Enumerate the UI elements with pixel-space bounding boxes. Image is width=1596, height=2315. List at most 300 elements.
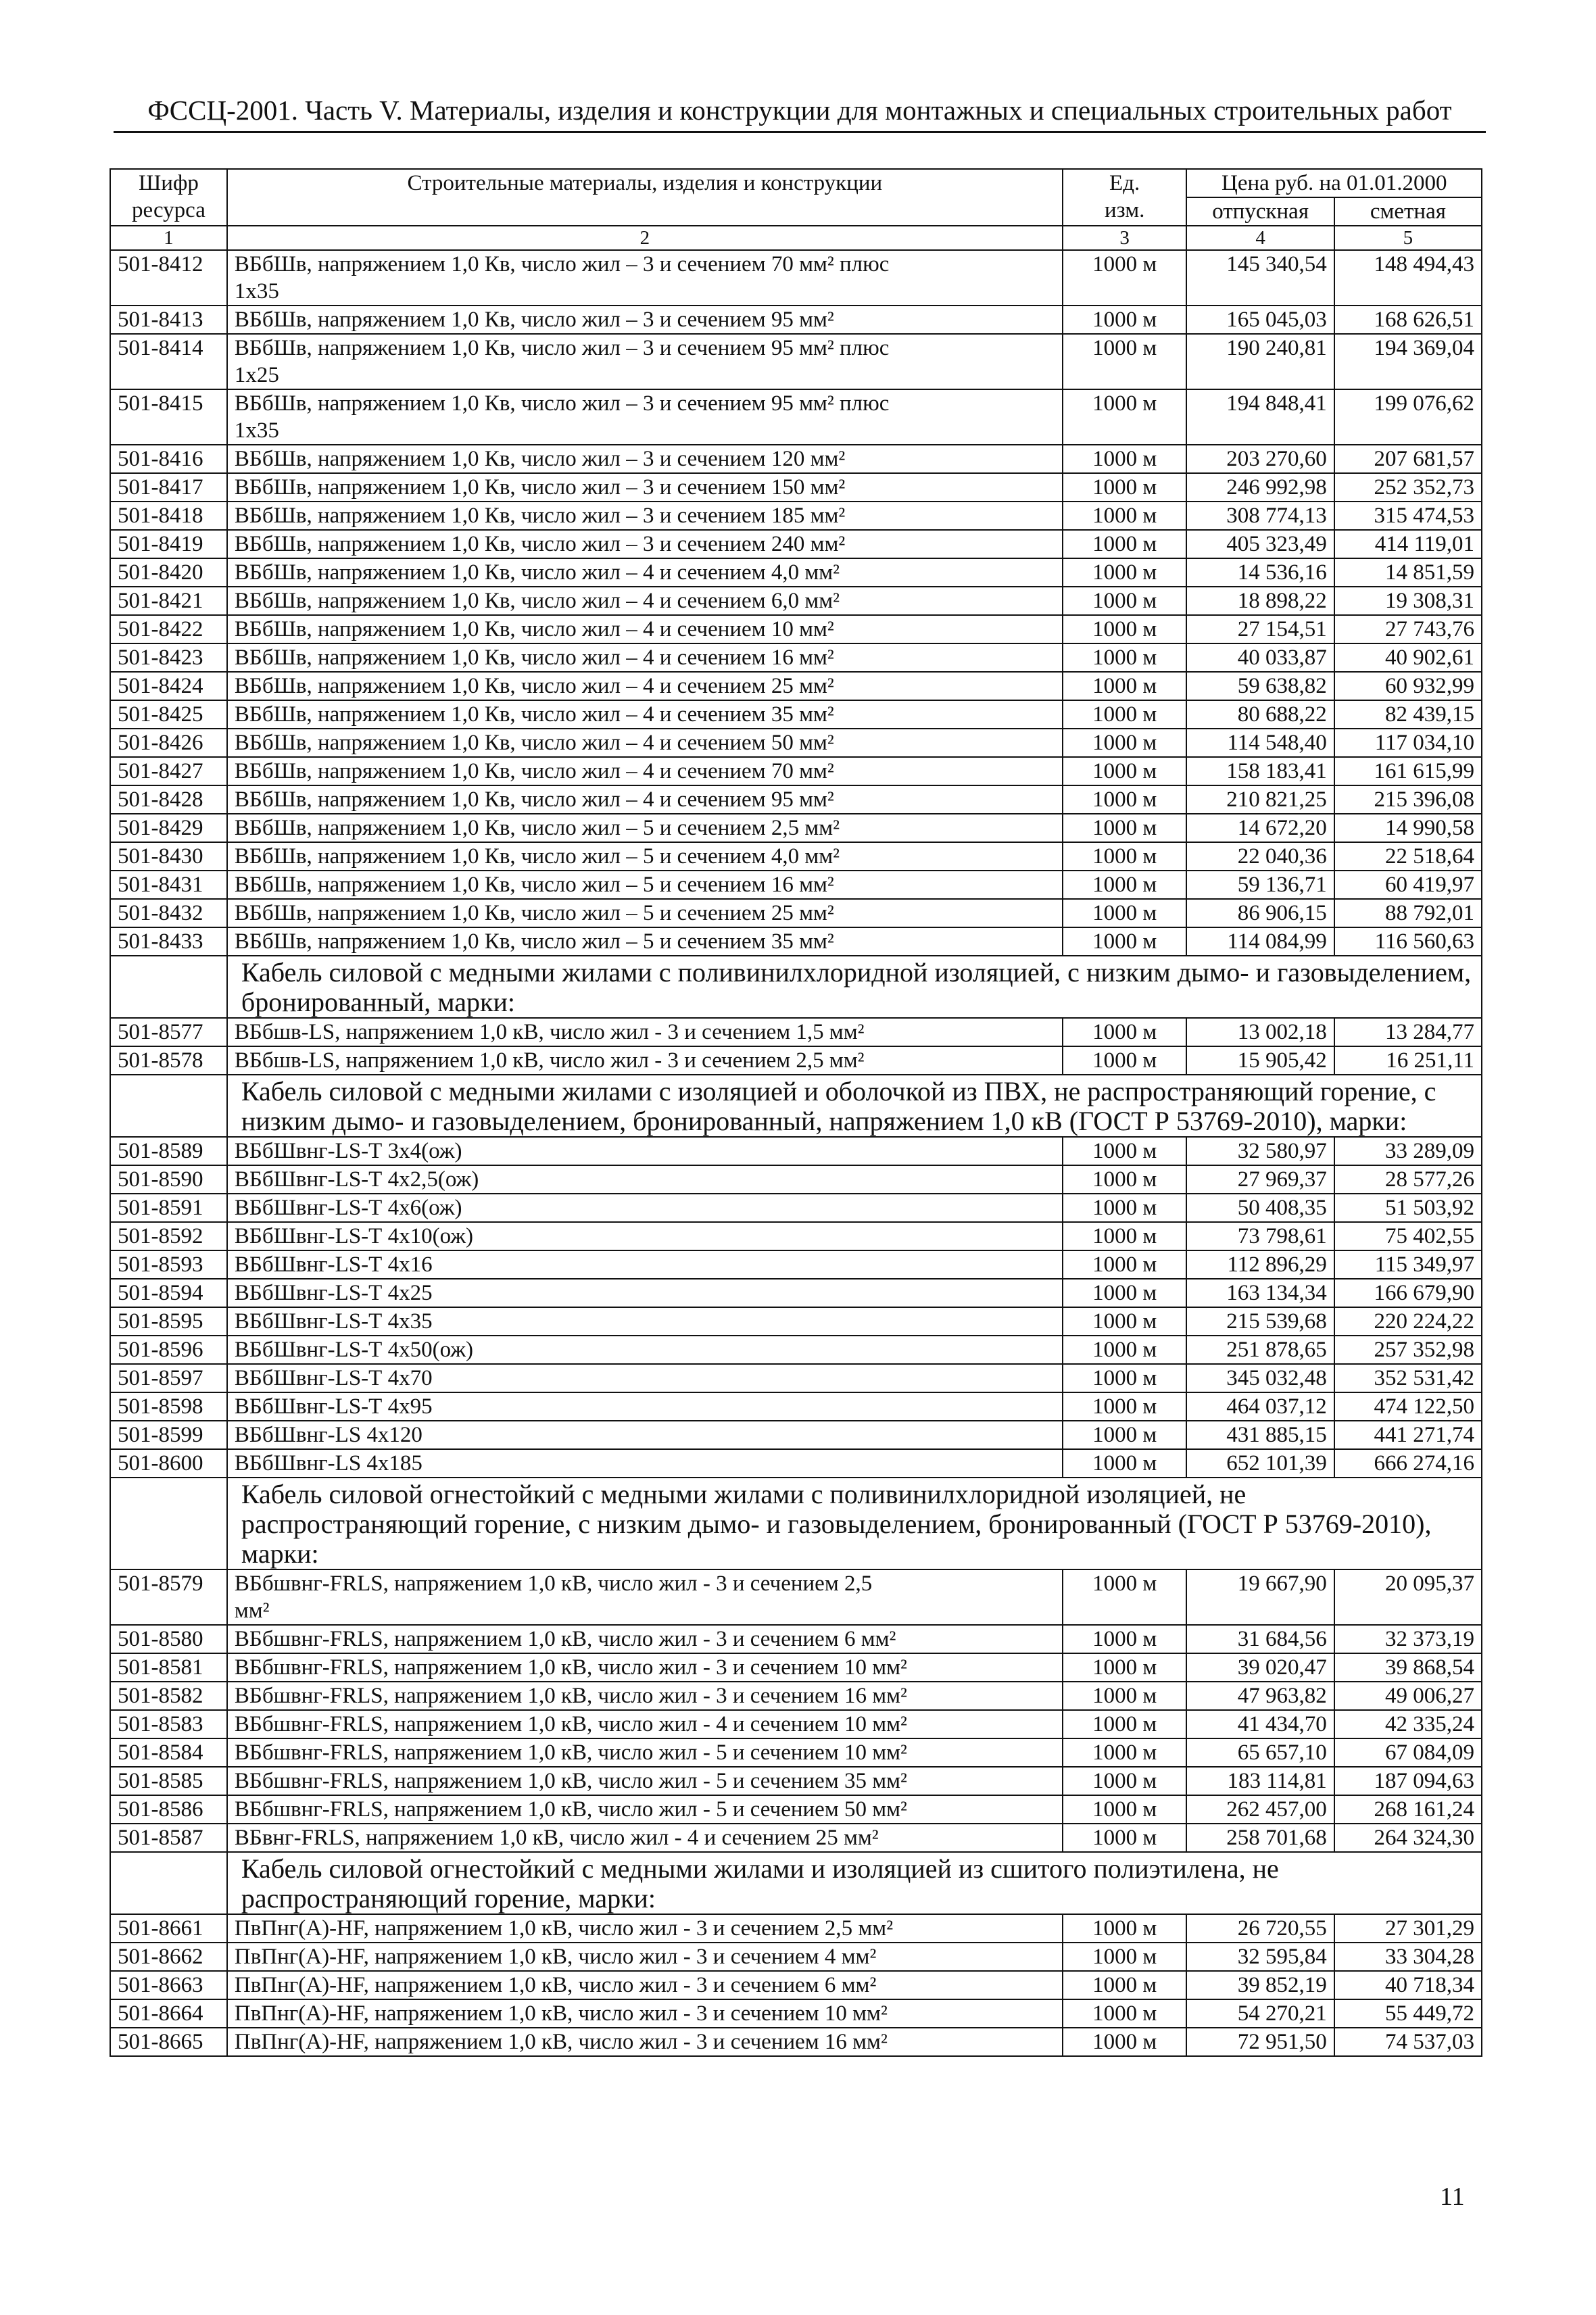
release-price: 308 774,13 [1186, 502, 1334, 530]
unit-of-measure: 1000 м [1063, 306, 1187, 334]
unit-of-measure: 1000 м [1063, 1046, 1187, 1075]
unit-of-measure: 1000 м [1063, 250, 1187, 306]
material-name [227, 1449, 1063, 1478]
column-number: 4 [1186, 226, 1334, 250]
material-name [227, 643, 1063, 672]
material-name-text: ВБбШв, напряжением 1,0 Кв, число жил – 3 и сечением 95 мм² плюс [234, 391, 890, 416]
estimate-price: 315 474,53 [1334, 502, 1482, 530]
resource-code: 501-8587 [110, 1824, 227, 1852]
estimate-price: 33 304,28 [1334, 1943, 1482, 1971]
unit-of-measure: 1000 м [1063, 1250, 1187, 1279]
estimate-price: 55 449,72 [1334, 1999, 1482, 2028]
resource-code: 501-8577 [110, 1018, 227, 1046]
material-name-text: ВБбШв, напряжением 1,0 Кв, число жил – 5 и сечением 2,5 мм² [234, 816, 840, 840]
resource-code: 501-8600 [110, 1449, 227, 1478]
section-row [110, 1075, 1482, 1137]
resource-code: 501-8414 [110, 334, 227, 389]
estimate-price: 215 396,08 [1334, 785, 1482, 814]
table-row [110, 1795, 1482, 1824]
section-code-cell [110, 1478, 227, 1569]
material-name-text: ВБбШв, напряжением 1,0 Кв, число жил – 4 и сечением 16 мм² [234, 645, 834, 670]
unit-of-measure: 1000 м [1063, 473, 1187, 502]
material-name-text: ВБбШв, напряжением 1,0 Кв, число жил – 4 и сечением 50 мм² [234, 731, 834, 755]
table-row [110, 1194, 1482, 1222]
table-row [110, 306, 1482, 334]
estimate-price: 352 531,42 [1334, 1364, 1482, 1392]
material-name [227, 785, 1063, 814]
page-header: ФССЦ-2001. Часть V. Материалы, изделия и конструкции для монтажных и специальных строительных работ [114, 93, 1486, 133]
unit-of-measure: 1000 м [1063, 1943, 1187, 1971]
material-name [227, 1336, 1063, 1364]
table-row [110, 2028, 1482, 2056]
release-price: 50 408,35 [1186, 1194, 1334, 1222]
unit-of-measure: 1000 м [1063, 1336, 1187, 1364]
table-row [110, 672, 1482, 700]
column-header-unit [1063, 169, 1187, 226]
table-row [110, 1914, 1482, 1943]
estimate-price: 414 119,01 [1334, 530, 1482, 558]
table-row [110, 1222, 1482, 1250]
estimate-price: 33 289,09 [1334, 1137, 1482, 1165]
unit-of-measure: 1000 м [1063, 1999, 1187, 2028]
material-name-text: ВБбШв, напряжением 1,0 Кв, число жил – 5 и сечением 4,0 мм² [234, 844, 840, 869]
material-name-text: ВБбшвнг-FRLS, напряжением 1,0 кВ, число жил - 3 и сечением 6 мм² [234, 1627, 896, 1651]
release-price: 59 136,71 [1186, 871, 1334, 899]
table-row [110, 1046, 1482, 1075]
release-price: 194 848,41 [1186, 389, 1334, 445]
estimate-price: 27 301,29 [1334, 1914, 1482, 1943]
release-price: 59 638,82 [1186, 672, 1334, 700]
unit-of-measure: 1000 м [1063, 334, 1187, 389]
material-name-text: ВБбШв, напряжением 1,0 Кв, число жил – 4 и сечением 35 мм² [234, 702, 834, 727]
material-name-text: ВБбШвнг-LS-Т 4х50(ож) [234, 1338, 474, 1362]
release-price: 158 183,41 [1186, 757, 1334, 785]
release-price: 464 037,12 [1186, 1392, 1334, 1421]
price-table-body [110, 250, 1482, 2056]
table-row [110, 1421, 1482, 1449]
table-row [110, 785, 1482, 814]
release-price: 190 240,81 [1186, 334, 1334, 389]
estimate-price: 88 792,01 [1334, 899, 1482, 927]
resource-code: 501-8426 [110, 729, 227, 757]
material-name-text: ВБбШв, напряжением 1,0 Кв, число жил – 3 и сечением 150 мм² [234, 475, 846, 499]
unit-of-measure: 1000 м [1063, 1971, 1187, 1999]
table-row [110, 729, 1482, 757]
material-name-text: ВБбШв, напряжением 1,0 Кв, число жил – 3 и сечением 185 мм² [234, 504, 846, 528]
material-name [227, 1710, 1063, 1738]
material-name [227, 1824, 1063, 1852]
unit-of-measure: 1000 м [1063, 1653, 1187, 1682]
resource-code: 501-8419 [110, 530, 227, 558]
material-name [227, 927, 1063, 956]
column-header-name: Строительные материалы, изделия и конструкции [227, 169, 1063, 226]
release-price: 65 657,10 [1186, 1738, 1334, 1767]
material-name [227, 1738, 1063, 1767]
release-price: 15 905,42 [1186, 1046, 1334, 1075]
resource-code: 501-8429 [110, 814, 227, 842]
resource-code: 501-8418 [110, 502, 227, 530]
resource-code: 501-8423 [110, 643, 227, 672]
material-name [227, 587, 1063, 615]
resource-code: 501-8591 [110, 1194, 227, 1222]
release-price: 27 154,51 [1186, 615, 1334, 643]
table-row [110, 1653, 1482, 1682]
material-name [227, 1682, 1063, 1710]
material-name [227, 530, 1063, 558]
material-name [227, 1943, 1063, 1971]
material-name [227, 1137, 1063, 1165]
material-name-text: ПвПнг(А)-HF, напряжением 1,0 кВ, число жил - 3 и сечением 10 мм² [234, 2001, 888, 2026]
table-row [110, 1767, 1482, 1795]
resource-code: 501-8586 [110, 1795, 227, 1824]
table-row [110, 814, 1482, 842]
estimate-price: 199 076,62 [1334, 389, 1482, 445]
unit-of-measure: 1000 м [1063, 530, 1187, 558]
table-row [110, 1738, 1482, 1767]
estimate-price: 257 352,98 [1334, 1336, 1482, 1364]
material-name-text: ВБбШвнг-LS-Т 4х6(ож) [234, 1196, 462, 1220]
material-name [227, 2028, 1063, 2056]
release-price: 86 906,15 [1186, 899, 1334, 927]
resource-code: 501-8664 [110, 1999, 227, 2028]
estimate-price: 16 251,11 [1334, 1046, 1482, 1075]
release-price: 203 270,60 [1186, 445, 1334, 473]
material-name [227, 1018, 1063, 1046]
material-name [227, 615, 1063, 643]
table-row [110, 1710, 1482, 1738]
release-price: 73 798,61 [1186, 1222, 1334, 1250]
estimate-price: 40 718,34 [1334, 1971, 1482, 1999]
table-row [110, 927, 1482, 956]
resource-code: 501-8597 [110, 1364, 227, 1392]
release-price: 345 032,48 [1186, 1364, 1334, 1392]
material-name-text: ВБбшвнг-FRLS, напряжением 1,0 кВ, число жил - 3 и сечением 10 мм² [234, 1655, 907, 1680]
material-name [227, 1653, 1063, 1682]
estimate-price: 666 274,16 [1334, 1449, 1482, 1478]
unit-of-measure: 1000 м [1063, 785, 1187, 814]
resource-code: 501-8433 [110, 927, 227, 956]
resource-code: 501-8428 [110, 785, 227, 814]
material-name [227, 757, 1063, 785]
release-price: 32 580,97 [1186, 1137, 1334, 1165]
material-name-text: ВБбшвнг-FRLS, напряжением 1,0 кВ, число жил - 5 и сечением 35 мм² [234, 1769, 907, 1793]
material-name-text: ВБбШв, напряжением 1,0 Кв, число жил – 4 и сечением 6,0 мм² [234, 589, 840, 613]
unit-of-measure: 1000 м [1063, 587, 1187, 615]
material-name [227, 558, 1063, 587]
unit-of-measure: 1000 м [1063, 871, 1187, 899]
table-row [110, 1250, 1482, 1279]
estimate-price: 28 577,26 [1334, 1165, 1482, 1194]
table-row [110, 842, 1482, 871]
release-price: 18 898,22 [1186, 587, 1334, 615]
estimate-price: 13 284,77 [1334, 1018, 1482, 1046]
release-price: 114 548,40 [1186, 729, 1334, 757]
material-name-text: ВБбШвнг-LS-Т 4х16 [234, 1252, 433, 1277]
resource-code: 501-8583 [110, 1710, 227, 1738]
resource-code: 501-8581 [110, 1653, 227, 1682]
material-name [227, 842, 1063, 871]
page-number: 11 [1440, 2183, 1465, 2211]
section-title: Кабель силовой с медными жилами с поливинилхлоридной изоляцией, с низким дымо- и газовыделением, бронированный, марки: [227, 956, 1482, 1018]
unit-of-measure: 1000 м [1063, 1767, 1187, 1795]
material-name [227, 1222, 1063, 1250]
table-row [110, 558, 1482, 587]
column-number: 3 [1063, 226, 1187, 250]
table-row [110, 250, 1482, 306]
estimate-price: 82 439,15 [1334, 700, 1482, 729]
section-code-cell [110, 956, 227, 1018]
unit-of-measure: 1000 м [1063, 1392, 1187, 1421]
column-header-release-price: отпускная [1186, 197, 1334, 226]
resource-code: 501-8421 [110, 587, 227, 615]
resource-code: 501-8661 [110, 1914, 227, 1943]
material-name [227, 445, 1063, 473]
estimate-price: 168 626,51 [1334, 306, 1482, 334]
material-name [227, 871, 1063, 899]
section-title: Кабель силовой огнестойкий с медными жилами с поливинилхлоридной изоляцией, не распространяющий горение, с низким дымо- и газовыделением, бронированный (ГОСТ Р 53769-2010), марки: [227, 1478, 1482, 1569]
release-price: 258 701,68 [1186, 1824, 1334, 1852]
unit-of-measure: 1000 м [1063, 814, 1187, 842]
column-number: 2 [227, 226, 1063, 250]
resource-code: 501-8585 [110, 1767, 227, 1795]
resource-code: 501-8422 [110, 615, 227, 643]
unit-of-measure: 1000 м [1063, 842, 1187, 871]
release-price: 40 033,87 [1186, 643, 1334, 672]
table-row [110, 1625, 1482, 1653]
material-name-text: ВБбШвнг-LS-Т 4х95 [234, 1394, 433, 1419]
material-name [227, 1999, 1063, 2028]
material-name [227, 814, 1063, 842]
unit-of-measure: 1000 м [1063, 615, 1187, 643]
release-price: 246 992,98 [1186, 473, 1334, 502]
material-name-text: ВБбШв, напряжением 1,0 Кв, число жил – 3 и сечением 120 мм² [234, 447, 846, 471]
table-row [110, 871, 1482, 899]
section-title: Кабель силовой огнестойкий с медными жилами и изоляцией из сшитого полиэтилена, не распространяющий горение, марки: [227, 1852, 1482, 1914]
estimate-price: 187 094,63 [1334, 1767, 1482, 1795]
release-price: 183 114,81 [1186, 1767, 1334, 1795]
table-row [110, 530, 1482, 558]
estimate-price: 116 560,63 [1334, 927, 1482, 956]
material-name-text: ВБбшвнг-FRLS, напряжением 1,0 кВ, число жил - 3 и сечением 16 мм² [234, 1684, 907, 1708]
release-price: 405 323,49 [1186, 530, 1334, 558]
unit-of-measure: 1000 м [1063, 729, 1187, 757]
release-price: 14 536,16 [1186, 558, 1334, 587]
estimate-price: 14 990,58 [1334, 814, 1482, 842]
section-title: Кабель силовой с медными жилами с изоляцией и оболочкой из ПВХ, не распространяющий горение, с низким дымо- и газовыделением, бронированный, напряжением 1,0 кВ (ГОСТ Р 53769-2010), марки: [227, 1075, 1482, 1137]
material-name [227, 389, 1063, 445]
resource-code: 501-8598 [110, 1392, 227, 1421]
table-row [110, 473, 1482, 502]
resource-code: 501-8662 [110, 1943, 227, 1971]
resource-code: 501-8592 [110, 1222, 227, 1250]
unit-of-measure: 1000 м [1063, 558, 1187, 587]
material-name-continuation: 1х35 [234, 279, 279, 303]
material-name-text: ВБбШвнг-LS-Т 4х70 [234, 1366, 433, 1390]
material-name-text: ВБбШвнг-LS-Т 4х25 [234, 1281, 433, 1305]
table-row [110, 1682, 1482, 1710]
unit-of-measure: 1000 м [1063, 1824, 1187, 1852]
section-row [110, 956, 1482, 1018]
estimate-price: 19 308,31 [1334, 587, 1482, 615]
release-price: 262 457,00 [1186, 1795, 1334, 1824]
estimate-price: 252 352,73 [1334, 473, 1482, 502]
column-number: 1 [110, 226, 227, 250]
material-name [227, 1194, 1063, 1222]
release-price: 80 688,22 [1186, 700, 1334, 729]
material-name-text: ПвПнг(А)-HF, напряжением 1,0 кВ, число жил - 3 и сечением 2,5 мм² [234, 1916, 894, 1941]
table-row [110, 445, 1482, 473]
unit-of-measure: 1000 м [1063, 899, 1187, 927]
estimate-price: 60 419,97 [1334, 871, 1482, 899]
material-name-text: ВБбшв-LS, напряжением 1,0 кВ, число жил - 3 и сечением 2,5 мм² [234, 1048, 865, 1073]
material-name-continuation: мм² [234, 1599, 270, 1623]
unit-of-measure: 1000 м [1063, 1194, 1187, 1222]
material-name-text: ВБбшвнг-FRLS, напряжением 1,0 кВ, число жил - 3 и сечением 2,5 [234, 1571, 873, 1596]
estimate-price: 51 503,92 [1334, 1194, 1482, 1222]
release-price: 165 045,03 [1186, 306, 1334, 334]
release-price: 215 539,68 [1186, 1307, 1334, 1336]
release-price: 114 084,99 [1186, 927, 1334, 956]
resource-code: 501-8430 [110, 842, 227, 871]
resource-code: 501-8596 [110, 1336, 227, 1364]
estimate-price: 220 224,22 [1334, 1307, 1482, 1336]
material-name [227, 1364, 1063, 1392]
release-price: 26 720,55 [1186, 1914, 1334, 1943]
material-name-text: ВБбШвнг-LS-Т 4х35 [234, 1309, 433, 1334]
unit-of-measure: 1000 м [1063, 1449, 1187, 1478]
material-name-text: ВБбшвнг-FRLS, напряжением 1,0 кВ, число жил - 5 и сечением 10 мм² [234, 1740, 907, 1765]
estimate-price: 115 349,97 [1334, 1250, 1482, 1279]
estimate-price: 75 402,55 [1334, 1222, 1482, 1250]
release-price: 41 434,70 [1186, 1710, 1334, 1738]
column-header-unit-line2: изм. [1104, 198, 1145, 222]
estimate-price: 264 324,30 [1334, 1824, 1482, 1852]
resource-code: 501-8580 [110, 1625, 227, 1653]
estimate-price: 268 161,24 [1334, 1795, 1482, 1824]
estimate-price: 207 681,57 [1334, 445, 1482, 473]
material-name-text: ВБбшв-LS, напряжением 1,0 кВ, число жил - 3 и сечением 1,5 мм² [234, 1020, 865, 1044]
release-price: 19 667,90 [1186, 1569, 1334, 1625]
material-name [227, 473, 1063, 502]
material-name [227, 334, 1063, 389]
resource-code: 501-8599 [110, 1421, 227, 1449]
material-name-text: ВБбШв, напряжением 1,0 Кв, число жил – 5 и сечением 16 мм² [234, 873, 834, 897]
material-name [227, 1165, 1063, 1194]
table-row [110, 1569, 1482, 1625]
table-row [110, 1018, 1482, 1046]
release-price: 47 963,82 [1186, 1682, 1334, 1710]
release-price: 72 951,50 [1186, 2028, 1334, 2056]
material-name [227, 672, 1063, 700]
table-row [110, 1999, 1482, 2028]
table-row [110, 389, 1482, 445]
release-price: 39 852,19 [1186, 1971, 1334, 1999]
unit-of-measure: 1000 м [1063, 1165, 1187, 1194]
resource-code: 501-8589 [110, 1137, 227, 1165]
column-header-code [110, 169, 227, 226]
column-header-unit-line1: Ед. [1109, 171, 1140, 195]
column-header-code-line1: Шифр [139, 171, 199, 195]
table-row [110, 502, 1482, 530]
unit-of-measure: 1000 м [1063, 1682, 1187, 1710]
unit-of-measure: 1000 м [1063, 1279, 1187, 1307]
material-name [227, 1279, 1063, 1307]
resource-code: 501-8417 [110, 473, 227, 502]
resource-code: 501-8416 [110, 445, 227, 473]
estimate-price: 14 851,59 [1334, 558, 1482, 587]
estimate-price: 32 373,19 [1334, 1625, 1482, 1653]
unit-of-measure: 1000 м [1063, 1137, 1187, 1165]
estimate-price: 148 494,43 [1334, 250, 1482, 306]
material-name-text: ВБвнг-FRLS, напряжением 1,0 кВ, число жил - 4 и сечением 25 мм² [234, 1826, 879, 1850]
table-row [110, 1824, 1482, 1852]
table-row [110, 1137, 1482, 1165]
release-price: 31 684,56 [1186, 1625, 1334, 1653]
unit-of-measure: 1000 м [1063, 643, 1187, 672]
material-name [227, 1625, 1063, 1653]
estimate-price: 166 679,90 [1334, 1279, 1482, 1307]
column-header-price: Цена руб. на 01.01.2000 [1186, 169, 1482, 197]
material-name-text: ВБбШв, напряжением 1,0 Кв, число жил – 5 и сечением 25 мм² [234, 901, 834, 925]
resource-code: 501-8593 [110, 1250, 227, 1279]
table-row [110, 1165, 1482, 1194]
table-row [110, 643, 1482, 672]
resource-code: 501-8420 [110, 558, 227, 587]
release-price: 13 002,18 [1186, 1018, 1334, 1046]
resource-code: 501-8431 [110, 871, 227, 899]
material-name-text: ВБбШвнг-LS-Т 4х2,5(ож) [234, 1167, 479, 1192]
material-name-text: ВБбШв, напряжением 1,0 Кв, число жил – 4 и сечением 70 мм² [234, 759, 834, 783]
material-name [227, 1971, 1063, 1999]
release-price: 431 885,15 [1186, 1421, 1334, 1449]
unit-of-measure: 1000 м [1063, 1421, 1187, 1449]
material-name-text: ВБбШвнг-LS-Т 4х10(ож) [234, 1224, 474, 1248]
estimate-price: 67 084,09 [1334, 1738, 1482, 1767]
table-row [110, 1364, 1482, 1392]
material-name-text: ВБбшвнг-FRLS, напряжением 1,0 кВ, число жил - 5 и сечением 50 мм² [234, 1797, 907, 1822]
unit-of-measure: 1000 м [1063, 2028, 1187, 2056]
release-price: 32 595,84 [1186, 1943, 1334, 1971]
resource-code: 501-8424 [110, 672, 227, 700]
column-header-estimate-price: сметная [1334, 197, 1482, 226]
material-name-text: ВБбШв, напряжением 1,0 Кв, число жил – 4 и сечением 4,0 мм² [234, 560, 840, 585]
resource-code: 501-8432 [110, 899, 227, 927]
section-code-cell [110, 1852, 227, 1914]
table-row [110, 1307, 1482, 1336]
table-row [110, 1336, 1482, 1364]
resource-code: 501-8425 [110, 700, 227, 729]
table-row [110, 1943, 1482, 1971]
table-row [110, 334, 1482, 389]
material-name-text: ВБбШв, напряжением 1,0 Кв, число жил – 5 и сечением 35 мм² [234, 929, 834, 954]
estimate-price: 22 518,64 [1334, 842, 1482, 871]
section-code-cell [110, 1075, 227, 1137]
unit-of-measure: 1000 м [1063, 1364, 1187, 1392]
unit-of-measure: 1000 м [1063, 389, 1187, 445]
material-name [227, 306, 1063, 334]
estimate-price: 60 932,99 [1334, 672, 1482, 700]
material-name-text: ВБбШв, напряжением 1,0 Кв, число жил – 4 и сечением 95 мм² [234, 787, 834, 812]
resource-code: 501-8578 [110, 1046, 227, 1075]
unit-of-measure: 1000 м [1063, 1710, 1187, 1738]
estimate-price: 39 868,54 [1334, 1653, 1482, 1682]
release-price: 27 969,37 [1186, 1165, 1334, 1194]
estimate-price: 20 095,37 [1334, 1569, 1482, 1625]
material-name-text: ПвПнг(А)-HF, напряжением 1,0 кВ, число жил - 3 и сечением 6 мм² [234, 1973, 877, 1997]
unit-of-measure: 1000 м [1063, 1914, 1187, 1943]
unit-of-measure: 1000 м [1063, 1307, 1187, 1336]
material-name [227, 1046, 1063, 1075]
